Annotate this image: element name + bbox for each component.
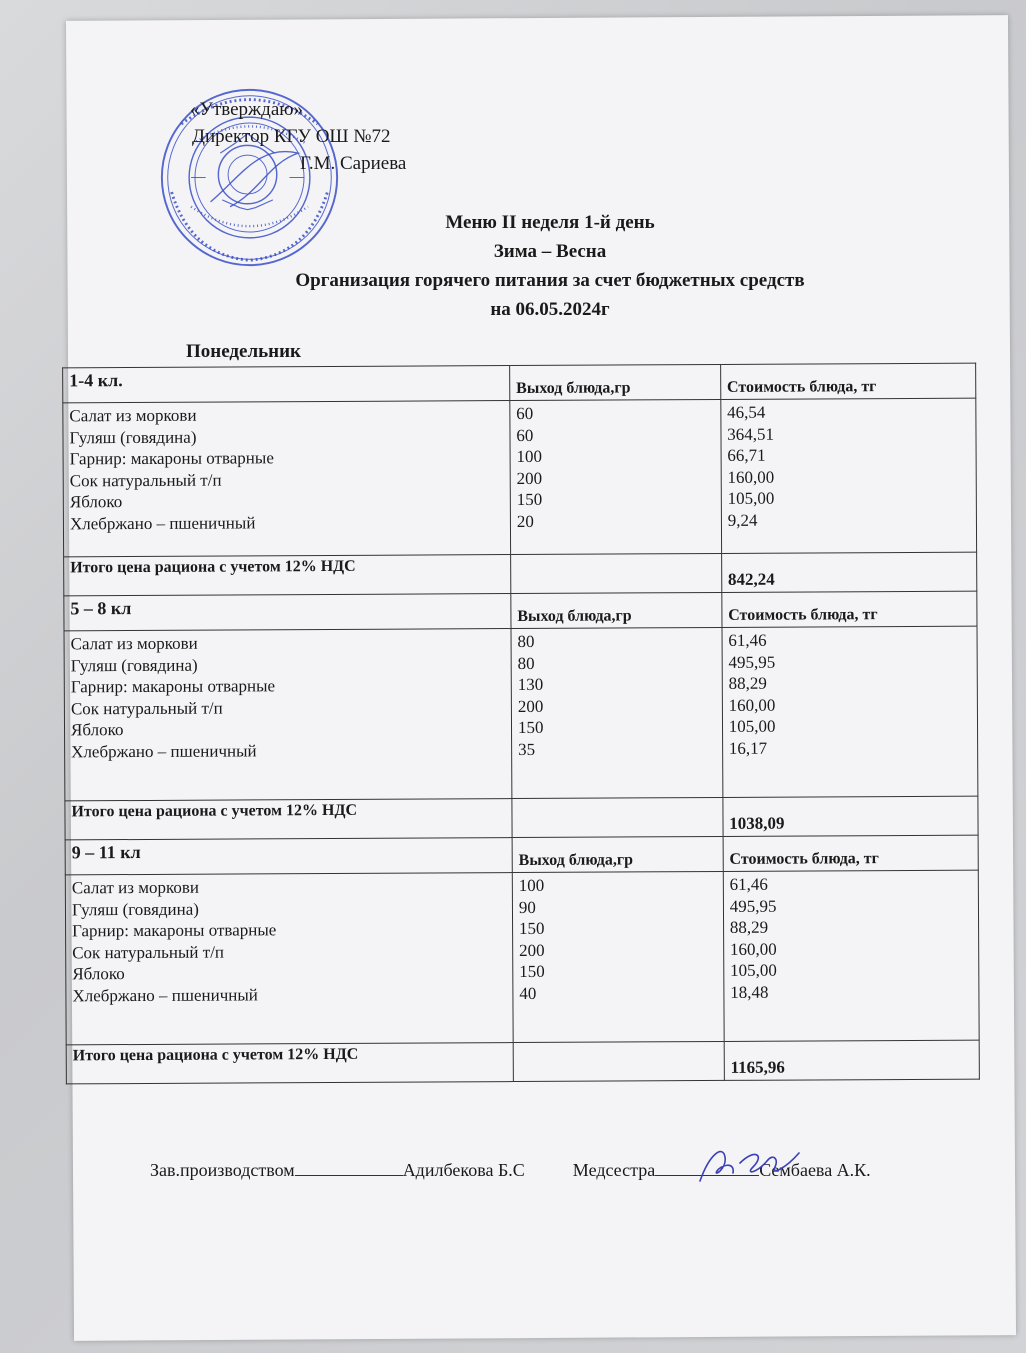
- dish-name: Гуляш (говядина): [71, 899, 199, 919]
- total-value: 1165,96: [724, 1040, 979, 1080]
- dish-name: Салат из моркови: [71, 877, 200, 898]
- dish-weight: 60: [516, 403, 534, 424]
- header-line-3: Организация горячего питания за счет бюджетных средств: [295, 270, 805, 291]
- dish-weight: 200: [519, 940, 545, 960]
- weight-column-header: Выход блюда,гр: [510, 364, 721, 400]
- dish-names-cell: [64, 629, 512, 801]
- dish-cost: 105,00: [729, 960, 777, 980]
- total-empty-cell: [513, 1041, 724, 1081]
- dish-weight: 80: [517, 653, 535, 673]
- dish-name: Хлебржано – пшеничный: [72, 984, 258, 1005]
- approve-line-3: Г.М. Сариева: [300, 153, 407, 174]
- dish-costs-cell: [722, 626, 978, 797]
- dish-names-cell: [65, 873, 513, 1045]
- dish-cost: 160,00: [727, 467, 775, 487]
- dish-cost: 61,46: [729, 874, 768, 894]
- dish-cost: 18,48: [730, 982, 769, 1002]
- total-label: Итого цена рациона с учетом 12% НДС: [66, 1043, 513, 1084]
- dish-weight: 200: [517, 696, 544, 716]
- weight-column-header: Выход блюда,гр: [511, 592, 722, 628]
- dish-name: Салат из моркови: [69, 405, 197, 426]
- dish-weight: 200: [516, 468, 543, 488]
- dish-weight: 150: [518, 918, 545, 939]
- section-header-row: [65, 835, 978, 875]
- total-row: [65, 796, 978, 840]
- header-line-4: на 06.05.2024г: [490, 299, 610, 320]
- total-row: [64, 552, 977, 596]
- dish-weight: 150: [519, 961, 545, 982]
- footer-role-2: Медсестра: [572, 1160, 656, 1180]
- header-line-2: Зима – Весна: [493, 241, 607, 262]
- dish-name: Хлебржано – пшеничный: [69, 512, 256, 533]
- dish-weight: 60: [516, 425, 534, 445]
- approve-line-2: Директор КГУ ОШ №72: [192, 126, 391, 147]
- dish-name: Сок натуральный т/п: [69, 470, 222, 490]
- dish-list-row: [65, 870, 979, 1045]
- handwritten-signature-icon: [695, 1143, 805, 1188]
- dish-cost: 9,24: [727, 510, 758, 530]
- dish-cost: 105,00: [728, 716, 776, 736]
- dish-weights-cell: [511, 627, 723, 798]
- dish-name: Сок натуральный т/п: [70, 698, 223, 718]
- dish-weights-cell: [510, 399, 722, 554]
- dish-weight: 100: [518, 875, 545, 896]
- dish-name: Сок натуральный т/п: [72, 942, 225, 962]
- total-label: Итого цена рациона с учетом 12% НДС: [64, 555, 511, 596]
- day-label: Понедельник: [186, 341, 302, 362]
- footer-name-2: Сембаева А.К.: [759, 1160, 871, 1180]
- dish-weight: 150: [516, 489, 543, 510]
- dish-name: Яблоко: [72, 964, 125, 984]
- dish-name: Яблоко: [69, 492, 123, 512]
- dish-cost: 105,00: [727, 488, 775, 508]
- dish-costs-cell: [723, 870, 979, 1041]
- dish-cost: 46,54: [727, 402, 766, 422]
- section-header-row: [63, 363, 976, 403]
- total-empty-cell: [511, 553, 722, 593]
- class-group-label: 9 – 11 кл: [65, 838, 512, 875]
- footer-name-1: Адилбекова Б.С: [402, 1160, 525, 1180]
- dish-list-row: [63, 398, 977, 557]
- dish-cost: 160,00: [728, 695, 776, 715]
- dish-weight: 40: [519, 983, 537, 1003]
- signature-line-1: [295, 1161, 403, 1176]
- dish-cost: 61,46: [728, 630, 767, 650]
- approve-line-1: «Утверждаю»: [190, 99, 303, 120]
- dish-name: Гуляш (говядина): [69, 427, 197, 447]
- menu-table: [62, 363, 980, 1085]
- total-label: Итого цена рациона с учетом 12% НДС: [65, 799, 512, 840]
- dish-weight: 100: [516, 446, 543, 467]
- dish-cost: 88,29: [728, 673, 767, 693]
- approval-block: [190, 96, 406, 177]
- dish-weight: 130: [517, 674, 544, 695]
- dish-weight: 150: [517, 717, 544, 738]
- dish-name: Гарнир: макароны отварные: [72, 920, 277, 941]
- dish-names-cell: [63, 401, 511, 557]
- dish-list-row: [64, 626, 978, 801]
- section-header-row: [64, 591, 977, 631]
- total-value: 842,24: [721, 552, 976, 592]
- total-value: 1038,09: [723, 796, 978, 836]
- dish-cost: 88,29: [729, 917, 769, 937]
- dish-cost: 66,71: [727, 445, 766, 465]
- class-group-label: 1-4 кл.: [63, 366, 510, 403]
- total-empty-cell: [512, 797, 723, 837]
- total-row: [66, 1040, 979, 1084]
- dish-name: Хлебржано – пшеничный: [71, 740, 257, 761]
- cost-column-header: Стоимость блюда, тг: [723, 835, 978, 871]
- cost-column-header: Стоимость блюда, тг: [722, 591, 977, 627]
- dish-cost: 16,17: [728, 738, 768, 758]
- dish-name: Гарнир: макароны отварные: [69, 448, 274, 469]
- dish-cost: 160,00: [729, 939, 777, 959]
- header-line-1: Меню II неделя 1-й день: [445, 212, 655, 233]
- dish-cost: 495,95: [728, 652, 776, 672]
- class-group-label: 5 – 8 кл: [64, 594, 511, 631]
- dish-cost: 364,51: [727, 424, 775, 444]
- dish-name: Салат из моркови: [70, 633, 198, 654]
- dish-weight: 80: [517, 631, 535, 652]
- dish-name: Яблоко: [70, 720, 124, 740]
- dish-weight: 20: [516, 511, 534, 531]
- cost-column-header: Стоимость блюда, тг: [720, 363, 975, 399]
- dish-weight: 35: [517, 739, 536, 759]
- dish-cost: 495,95: [729, 896, 777, 916]
- dish-name: Гарнир: макароны отварные: [70, 676, 276, 697]
- weight-column-header: Выход блюда,гр: [512, 836, 723, 872]
- dish-name: Гуляш (говядина): [70, 655, 198, 675]
- dish-weights-cell: [512, 871, 724, 1042]
- footer-role-1: Зав.производством: [150, 1160, 295, 1180]
- dish-costs-cell: [721, 398, 977, 553]
- dish-weight: 90: [518, 897, 536, 917]
- document-header: [250, 208, 850, 324]
